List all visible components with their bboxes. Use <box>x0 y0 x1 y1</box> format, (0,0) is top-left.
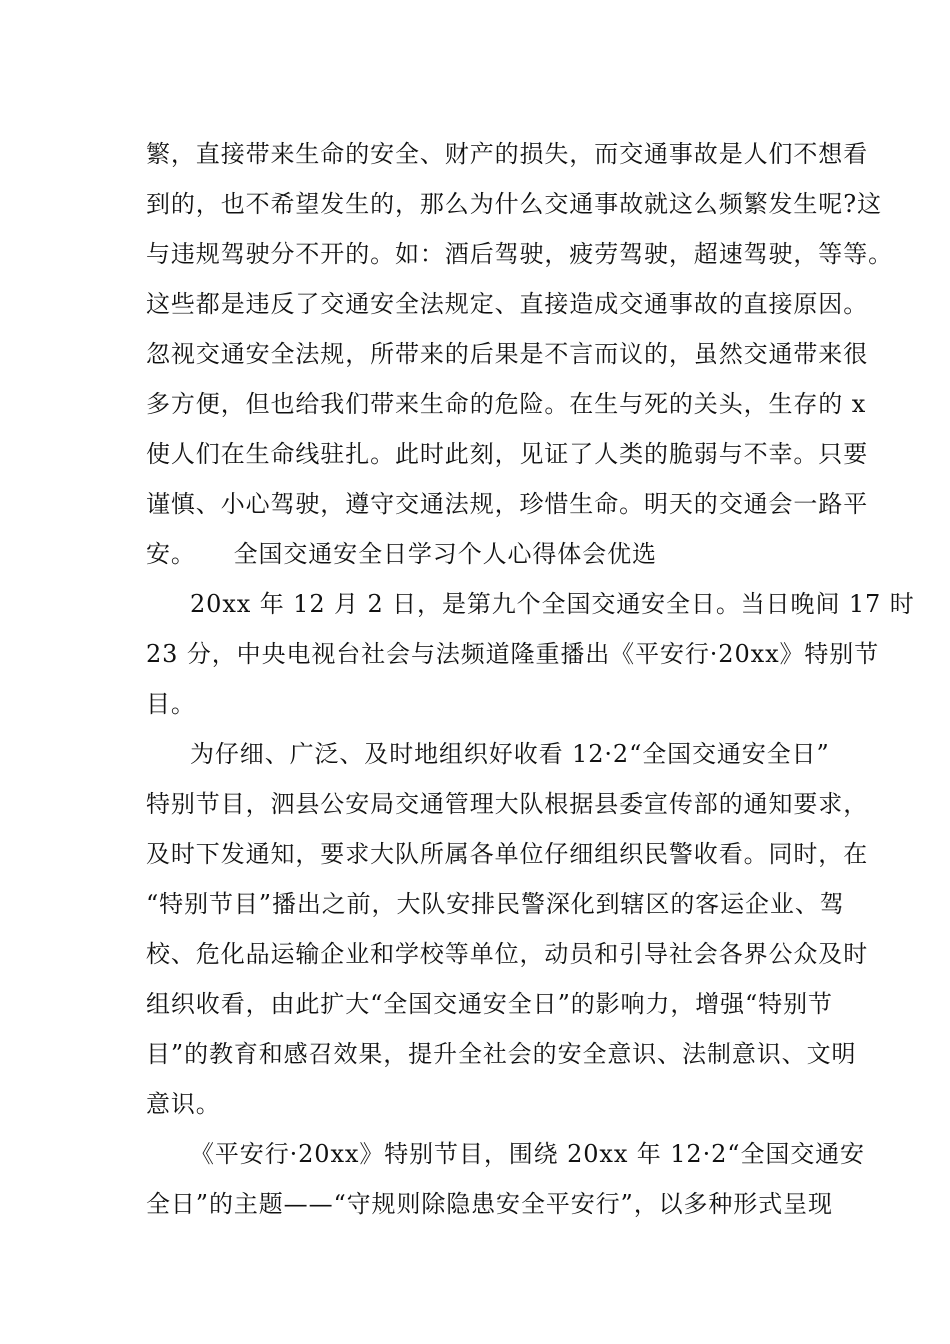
text-line: 安。 全国交通安全日学习个人心得体会优选 <box>146 540 657 568</box>
text-line: 忽视交通安全法规，所带来的后果是不言而议的，虽然交通带来很 <box>146 340 869 368</box>
text-line: 23 分，中央电视台社会与法频道隆重播出《平安行·20xx》特别节 <box>146 640 880 668</box>
text-line: 目”的教育和感召效果，提升全社会的安全意识、法制意识、文明 <box>146 1040 857 1068</box>
text-line: 组织收看，由此扩大“全国交通安全日”的影响力，增强“特别节 <box>146 990 833 1018</box>
text-line: 特别节目，泗县公安局交通管理大队根据县委宣传部的通知要求， <box>146 790 869 818</box>
text-line: 与违规驾驶分不开的。如：酒后驾驶，疲劳驾驶，超速驾驶，等等。 <box>146 240 893 268</box>
text-line: “特别节目”播出之前，大队安排民警深化到辖区的客运企业、驾 <box>146 890 845 918</box>
text-line: 这些都是违反了交通安全法规定、直接造成交通事故的直接原因。 <box>146 290 869 318</box>
text-line: 意识。 <box>146 1090 221 1118</box>
text-line: 为仔细、广泛、及时地组织好收看 12·2“全国交通安全日” <box>190 740 830 768</box>
text-line: 20xx 年 12 月 2 日，是第九个全国交通安全日。当日晚间 17 时 <box>190 590 915 618</box>
text-line: 《平安行·20xx》特别节目，围绕 20xx 年 12·2“全国交通安 <box>190 1140 865 1168</box>
text-line: 多方便，但也给我们带来生命的危险。在生与死的关头，生存的 x <box>146 390 867 418</box>
text-line: 繁，直接带来生命的安全、财产的损失，而交通事故是人们不想看 <box>146 140 869 168</box>
text-line: 使人们在生命线驻扎。此时此刻，见证了人类的脆弱与不幸。只要 <box>146 440 869 468</box>
text-line: 谨慎、小心驾驶，遵守交通法规，珍惜生命。明天的交通会一路平 <box>146 490 869 518</box>
text-line: 目。 <box>146 690 196 718</box>
text-line: 及时下发通知，要求大队所属各单位仔细组织民警收看。同时，在 <box>146 840 869 868</box>
text-line: 校、危化品运输企业和学校等单位，动员和引导社会各界公众及时 <box>146 940 869 968</box>
text-line: 全日”的主题——“守规则除隐患安全平安行”，以多种形式呈现 <box>146 1190 833 1218</box>
text-line: 到的，也不希望发生的，那么为什么交通事故就这么频繁发生呢?这 <box>146 190 882 218</box>
